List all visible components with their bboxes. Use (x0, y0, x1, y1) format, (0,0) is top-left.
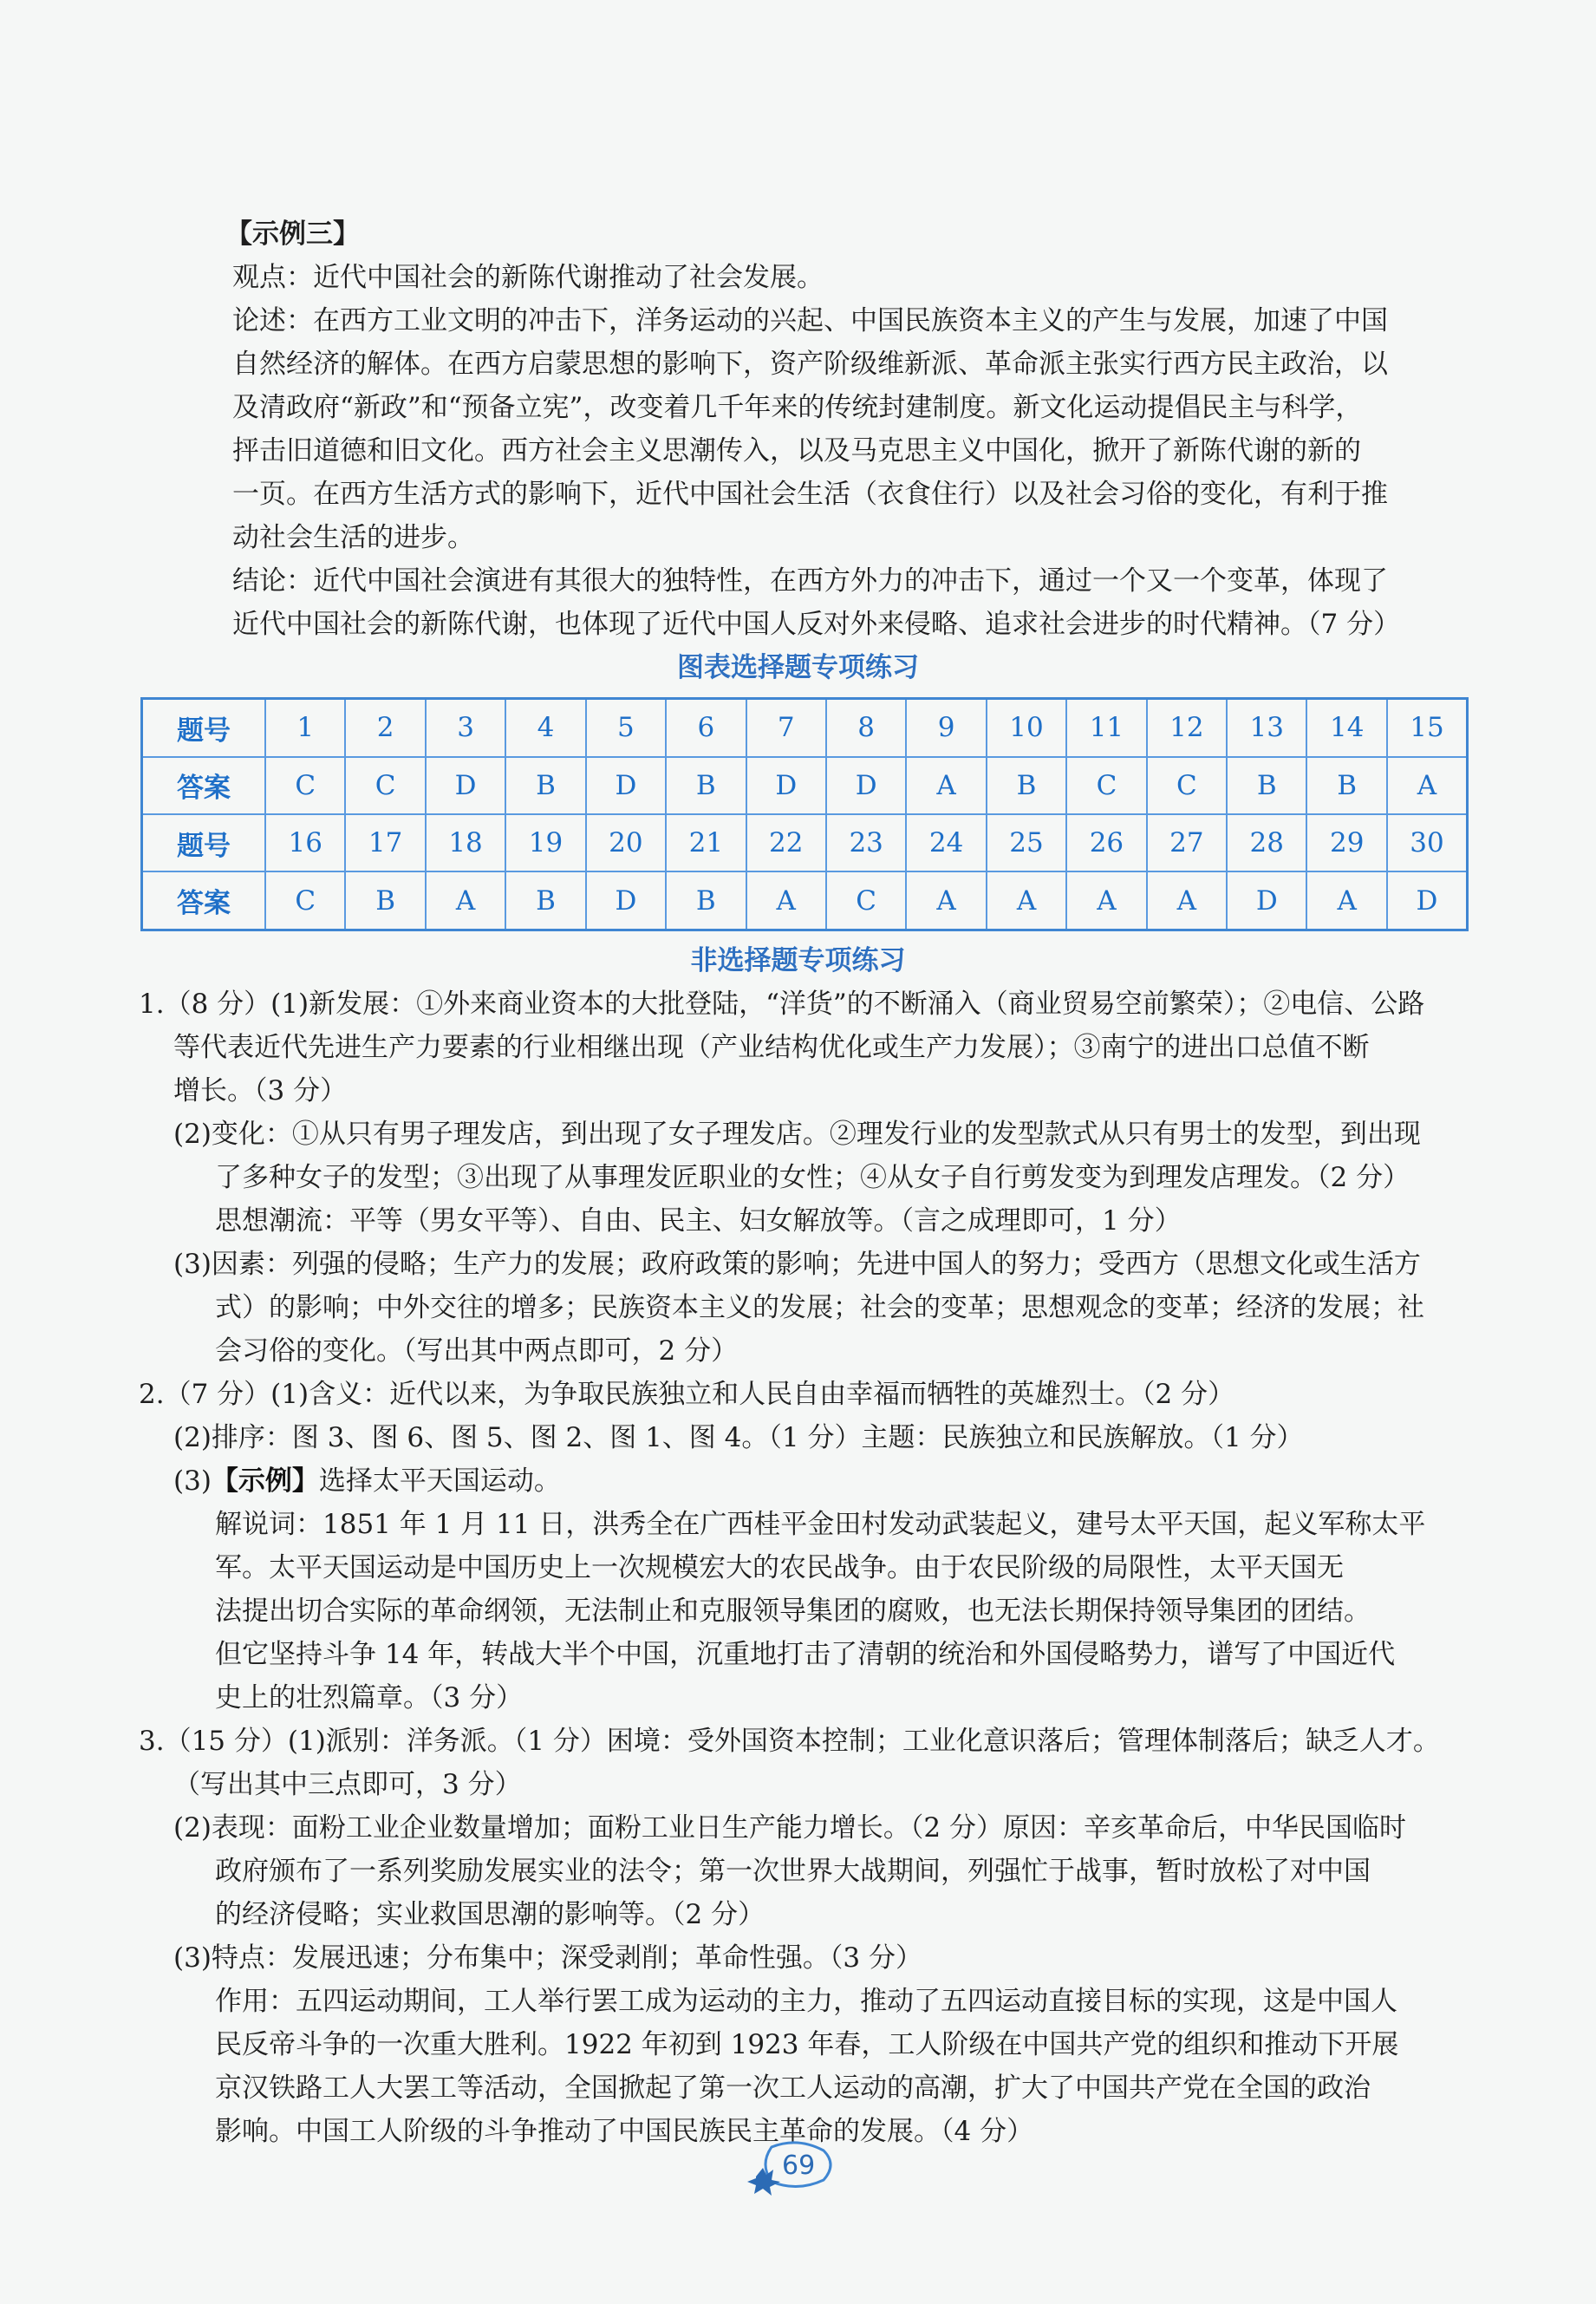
answer-line: 史上的壮烈篇章。（3 分） (215, 1682, 524, 1713)
answer-cell: D (746, 757, 826, 814)
question-number: 26 (1066, 814, 1146, 871)
table-row (142, 814, 1468, 871)
answer-line: 解说词：1851 年 1 月 11 日，洪秀全在广西桂平金田村发动武装起义，建号太平天国，起义军称太平 (215, 1509, 1426, 1540)
answer-line: (2)排序：图 3、图 6、图 5、图 2、图 1、图 4。（1 分）主题：民族独立和民族解放。（1 分） (173, 1422, 1304, 1453)
question-number: 7 (746, 699, 826, 757)
question-number: 28 (1227, 814, 1306, 871)
question-number: 14 (1306, 699, 1386, 757)
answer-line: (3)因素：列强的侵略；生产力的发展；政府政策的影响；先进中国人的努力；受西方（思想文化或生活方 (173, 1249, 1421, 1280)
example3-line: 自然经济的解体。在西方启蒙思想的影响下，资产阶级维新派、革命派主张实行西方民主政治，以 (232, 349, 1388, 380)
question-number: 23 (826, 814, 906, 871)
table-row (142, 699, 1468, 757)
table-row (142, 757, 1468, 814)
answer-line: 影响。中国工人阶级的斗争推动了中国民族民主革命的发展。（4 分） (215, 2116, 1034, 2147)
question-number: 19 (505, 814, 585, 871)
question-number: 2 (345, 699, 425, 757)
answer-line: 等代表近代先进生产力要素的行业相继出现（产业结构优化或生产力发展）；③南宁的进出口总值不断 (173, 1032, 1370, 1063)
question-number: 22 (746, 814, 826, 871)
question-number: 5 (586, 699, 666, 757)
example3-line: 及清政府“新政”和“预备立宪”，改变着几千年来的传统封建制度。新文化运动提倡民主与科学， (232, 392, 1363, 423)
answer-cell: C (265, 871, 345, 930)
question-number: 18 (426, 814, 505, 871)
answer-line: 京汉铁路工人大罢工等活动，全国掀起了第一次工人运动的高潮，扩大了中国共产党在全国的政治 (215, 2072, 1371, 2104)
answer-line: 政府颁布了一系列奖励发展实业的法令；第一次世界大战期间，列强忙于战事，暂时放松了对中国 (215, 1856, 1371, 1887)
answer-line: 3.（15 分）(1)派别：洋务派。（1 分）困境：受外国资本控制；工业化意识落后；管理体制落后；缺乏人才。 (139, 1726, 1440, 1757)
answer-cell: A (426, 871, 505, 930)
question-number: 17 (345, 814, 425, 871)
answer-table (140, 697, 1469, 931)
answer-cell: D (826, 757, 906, 814)
question-number: 8 (826, 699, 906, 757)
answer-cell: B (505, 757, 585, 814)
answer-line: 但它坚持斗争 14 年，转战大半个中国，沉重地打击了清朝的统治和外国侵略势力，谱写了中国近代 (215, 1639, 1396, 1670)
example3-line: 观点：近代中国社会的新陈代谢推动了社会发展。 (232, 262, 824, 293)
question-number: 11 (1066, 699, 1146, 757)
answer-line: 军。太平天国运动是中国历史上一次规模宏大的农民战争。由于农民阶级的局限性，太平天国无 (215, 1552, 1344, 1583)
question-number: 16 (265, 814, 345, 871)
answer-line (173, 1464, 561, 1498)
question-number: 13 (1227, 699, 1306, 757)
question-number: 29 (1306, 814, 1386, 871)
example-tag: 【示例】 (211, 1465, 319, 1497)
answer-cell: A (1066, 871, 1146, 930)
answer-line: 的经济侵略；实业救国思潮的影响等。（2 分） (215, 1899, 765, 1930)
answer-line: 思想潮流：平等（男女平等）、自由、民主、妇女解放等。（言之成理即可，1 分） (215, 1205, 1182, 1237)
answer-line: (3)特点：发展迅速；分布集中；深受剥削；革命性强。（3 分） (173, 1942, 922, 1974)
question-number: 9 (906, 699, 986, 757)
question-number: 10 (987, 699, 1066, 757)
answer-cell: B (666, 757, 746, 814)
nonchoice-section-title: 非选择题专项练习 (690, 945, 906, 976)
answer-line: 1.（8 分）(1)新发展：①外来商业资本的大批登陆，“洋货”的不断涌入（商业贸易空前繁荣）；②电信、公路 (139, 989, 1425, 1020)
answer-cell: D (426, 757, 505, 814)
answer-cell: C (826, 871, 906, 930)
row-header: 题号 (142, 814, 266, 871)
example3-line: 一页。在西方生活方式的影响下，近代中国社会生活（衣食住行）以及社会习俗的变化，有利于推 (232, 479, 1388, 510)
question-number: 27 (1147, 814, 1227, 871)
example3-line: 抨击旧道德和旧文化。西方社会主义思潮传入，以及马克思主义中国化，掀开了新陈代谢的新的 (232, 435, 1361, 467)
page-number: 69 (782, 2151, 816, 2181)
example3-line: 近代中国社会的新陈代谢，也体现了近代中国人反对外来侵略、追求社会进步的时代精神。（7 分） (232, 609, 1401, 640)
question-number: 24 (906, 814, 986, 871)
answer-line: 式）的影响；中外交往的增多；民族资本主义的发展；社会的变革；思想观念的变革；经济的发展；社 (215, 1292, 1424, 1323)
answer-line: 会习俗的变化。（写出其中两点即可，2 分） (215, 1335, 739, 1367)
question-number: 21 (666, 814, 746, 871)
answer-line: 民反帝斗争的一次重大胜利。1922 年初到 1923 年春，工人阶级在中国共产党的组织和推动下开展 (215, 2029, 1399, 2060)
table-row (142, 871, 1468, 930)
answer-cell: D (586, 871, 666, 930)
question-number: 15 (1387, 699, 1468, 757)
answer-line: (2)表现：面粉工业企业数量增加；面粉工业日生产能力增长。（2 分）原因：辛亥革命后，中华民国临时 (173, 1812, 1406, 1844)
answer-line: 法提出切合实际的革命纲领，无法制止和克服领导集团的腐败，也无法长期保持领导集团的团结。 (215, 1596, 1371, 1627)
answer-cell: C (1147, 757, 1227, 814)
answer-cell: A (1387, 757, 1468, 814)
answer-line: （写出其中三点即可，3 分） (173, 1769, 522, 1800)
chart-section-title: 图表选择题专项练习 (677, 652, 919, 683)
answer-cell: A (1147, 871, 1227, 930)
row-header: 答案 (142, 757, 266, 814)
question-number: 20 (586, 814, 666, 871)
answer-cell: B (666, 871, 746, 930)
question-number: 1 (265, 699, 345, 757)
answer-line: 增长。（3 分） (173, 1075, 348, 1106)
question-number: 12 (1147, 699, 1227, 757)
answer-line: 作用：五四运动期间，工人举行罢工成为运动的主力，推动了五四运动直接目标的实现，这是中国人 (215, 1986, 1397, 2017)
part-number: (3) (173, 1465, 212, 1497)
answer-cell: C (1066, 757, 1146, 814)
example3-line: 结论：近代中国社会演进有其很大的独特性，在西方外力的冲击下，通过一个又一个变革，体现了 (232, 565, 1388, 597)
answer-cell: B (1227, 757, 1306, 814)
answer-cell: D (586, 757, 666, 814)
answer-cell: B (1306, 757, 1386, 814)
page-number-badge (737, 2138, 858, 2199)
answer-line: (2)变化：①从只有男子理发店，到出现了女子理发店。②理发行业的发型款式从只有男士的发型，到出现 (173, 1119, 1421, 1150)
answer-cell: B (505, 871, 585, 930)
question-number: 3 (426, 699, 505, 757)
answer-cell: D (1227, 871, 1306, 930)
answer-cell: A (987, 871, 1066, 930)
answer-line: 了多种女子的发型；③出现了从事理发匠职业的女性；④从女子自行剪发变为到理发店理发。（2 分） (215, 1162, 1410, 1193)
question-number: 25 (987, 814, 1066, 871)
answer-cell: A (746, 871, 826, 930)
answer-cell: A (1306, 871, 1386, 930)
answer-text: 选择太平天国运动。 (318, 1465, 561, 1497)
example3-label: 【示例三】 (225, 219, 360, 250)
question-number: 30 (1387, 814, 1468, 871)
answer-cell: A (906, 757, 986, 814)
answer-cell: B (987, 757, 1066, 814)
row-header: 答案 (142, 871, 266, 930)
answer-cell: C (345, 757, 425, 814)
answer-cell: D (1387, 871, 1468, 930)
example3-line: 论述：在西方工业文明的冲击下，洋务运动的兴起、中国民族资本主义的产生与发展，加速了中国 (232, 305, 1388, 336)
answer-cell: A (906, 871, 986, 930)
example3-line: 动社会生活的进步。 (232, 522, 474, 553)
question-number: 4 (505, 699, 585, 757)
answer-line: 2.（7 分）(1)含义：近代以来，为争取民族独立和人民自由幸福而牺牲的英雄烈士。（2 分） (139, 1379, 1235, 1410)
question-number: 6 (666, 699, 746, 757)
answer-cell: B (345, 871, 425, 930)
row-header: 题号 (142, 699, 266, 757)
answer-cell: C (265, 757, 345, 814)
